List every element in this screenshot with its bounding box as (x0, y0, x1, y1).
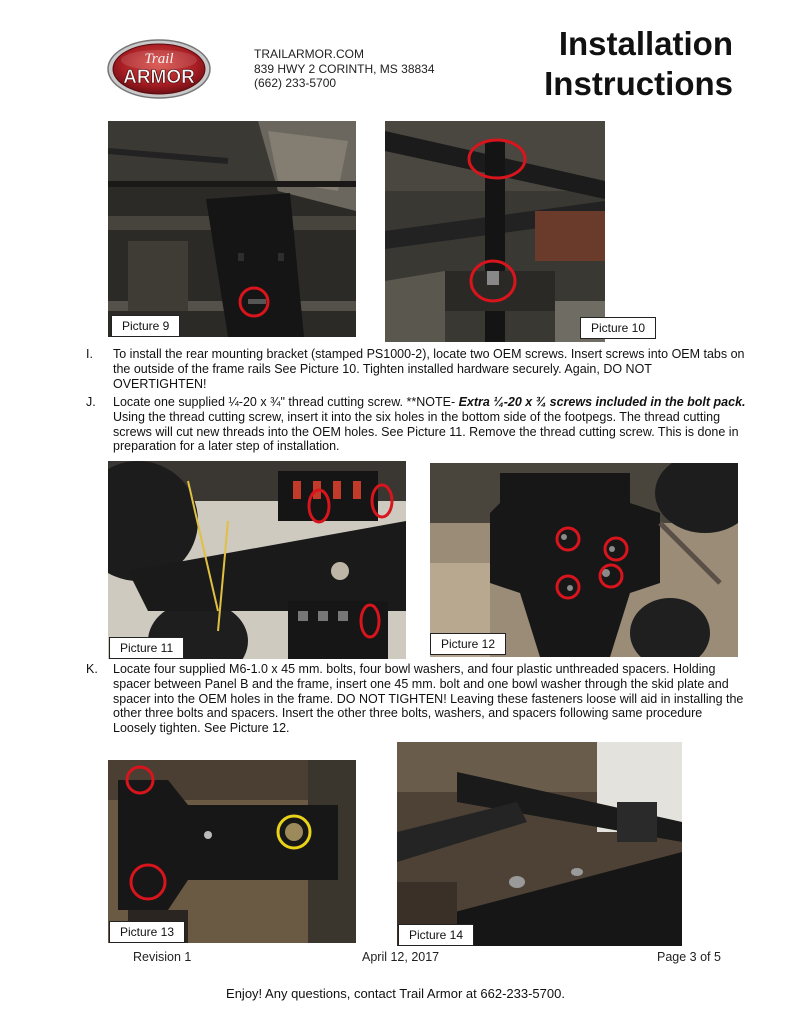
trail-armor-logo (106, 38, 212, 100)
footer-page: Page 3 of 5 (657, 950, 721, 964)
picture-13-photo (108, 760, 356, 943)
step-j-body (113, 395, 746, 454)
step-k-text: Locate four supplied M6-1.0 x 45 mm. bolts, four bowl washers, and four plastic unthreaded spacers. Holding spacer between Panel B and the frame, insert one 45 mm. bolt and one bowl washer through the skid plate and spacer into the OEM holes in the frame. DO NOT TIGHTEN! Leaving these fasteners loose will aid in installing the other three bolts and spacers. Insert the other three bolts, washers, and spacers following same procedure Loosely tighten. See Picture 12. (113, 662, 744, 736)
picture-11-photo (108, 461, 406, 659)
step-i-text: To install the rear mounting bracket (stamped PS1000-2), locate two OEM screws. Insert screws into OEM tabs on the outside of the frame rails See Picture 10. Tighten installed hardware securely. Again, DO NOT OVERTIGHTEN! (113, 347, 745, 391)
step-i-marker: I. (86, 347, 93, 361)
logo-text-top: Trail (144, 51, 174, 67)
title-line-1: Installation (558, 25, 733, 62)
step-j-text-after: Using the thread cutting screw, insert it into the six holes in the bottom side of the footpegs. The thread cutting screws will cut new threads into the OEM holes. See Picture 11. Remove the thread cutting screw. This is done in preparation for a later step of installation. (113, 409, 739, 454)
picture-10-caption: Picture 10 (580, 317, 656, 339)
step-i (86, 347, 746, 393)
picture-13-caption: Picture 13 (109, 921, 185, 943)
document-title (544, 24, 733, 104)
step-j-note: Extra ¼-20 x ¾ screws included in the bolt pack. (458, 395, 746, 409)
picture-11-caption: Picture 11 (109, 637, 184, 659)
footer-revision: Revision 1 (133, 950, 192, 964)
picture-12-photo (430, 463, 738, 657)
company-phone: (662) 233-5700 (254, 76, 337, 90)
picture-9-caption: Picture 9 (111, 315, 180, 337)
step-k (86, 662, 746, 740)
picture-9-photo (108, 121, 356, 337)
logo-text-bottom: ARMOR (123, 67, 195, 88)
footer-date: April 12, 2017 (362, 950, 440, 964)
title-line-2: Instructions (544, 65, 733, 102)
company-address: 839 HWY 2 CORINTH, MS 38834 (254, 61, 435, 76)
closing-contact: Enjoy! Any questions, contact Trail Armor at 662-233-5700. (226, 986, 565, 1001)
step-k-marker: K. (86, 662, 98, 676)
picture-14-caption: Picture 14 (398, 924, 474, 946)
step-j-text-before: Locate one supplied ¼-20 x ¾" thread cutting screw. **NOTE- (113, 395, 459, 409)
step-j (86, 395, 746, 457)
picture-10-photo (385, 121, 605, 342)
picture-14-photo (397, 742, 682, 946)
company-website: TRAILARMOR.COM (254, 47, 365, 61)
picture-12-caption: Picture 12 (430, 633, 506, 655)
company-info (254, 47, 435, 91)
step-j-marker: J. (86, 395, 96, 409)
